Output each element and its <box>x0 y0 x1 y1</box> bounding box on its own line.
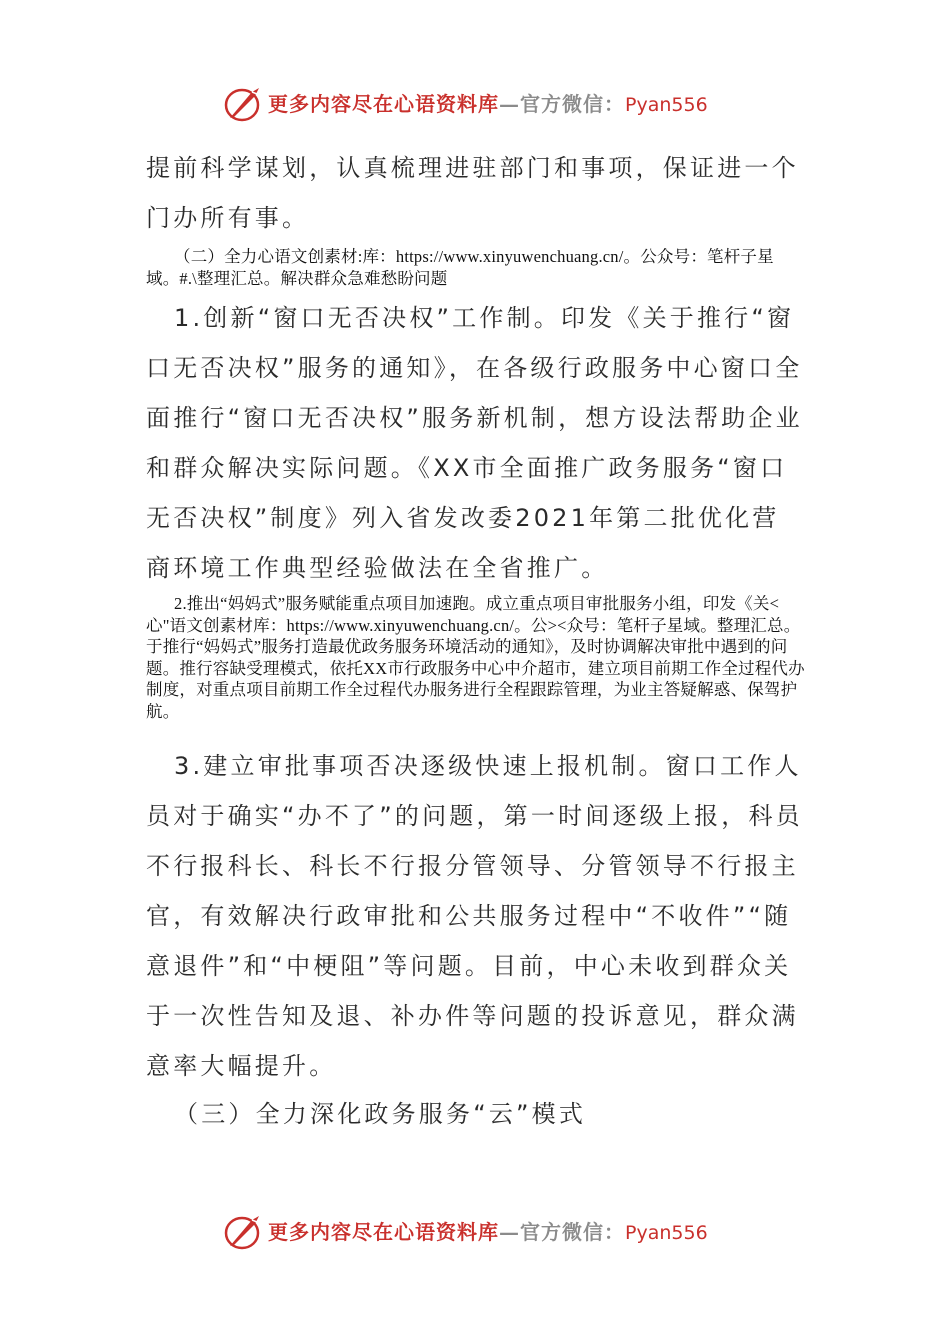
banner-label: 官方微信： <box>520 92 625 116</box>
banner-lead: 更多内容尽在心语资料库 <box>268 1220 499 1244</box>
banner-wechat-id: Pyan556 <box>625 94 708 116</box>
banner-text <box>268 1216 708 1245</box>
section-heading-3: （三）全力深化政务服务“云”模式 <box>174 1100 587 1128</box>
banner-lead: 更多内容尽在心语资料库 <box>268 92 499 116</box>
banner-text <box>268 88 708 117</box>
banner-label: 官方微信： <box>520 1220 625 1244</box>
page-header <box>0 80 950 130</box>
section-heading-2: （二）全力心语文创素材:库：https://www.xinyuwenchuang.cn/。公众号：笔杆子星域。#.\整理汇总。解决群众急难愁盼问题 <box>146 247 774 288</box>
paragraph-item-1: 1.创新“窗口无否决权”工作制。印发《关于推行“窗口无否决权”服务的通知》，在各级行政服务中心窗口全面推行“窗口无否决权”服务新机制，想方设法帮助企业和群众解决实际问题。《XX市全面推广政务服务“窗口无否决权”制度》列入省发改委2021年第二批优化营商环境工作典型经验做法在全省推广。 <box>146 304 803 582</box>
banner-separator: — <box>499 92 520 116</box>
banner-wechat-id: Pyan556 <box>625 1222 708 1244</box>
paragraph-continued: 提前科学谋划，认真梳理进驻部门和事项，保证进一个门办所有事。 <box>146 154 799 232</box>
quill-logo-icon <box>222 84 266 124</box>
quill-logo-icon <box>222 1212 266 1252</box>
page-footer <box>0 1208 950 1258</box>
paragraph-item-2: 2.推出“妈妈式”服务赋能重点项目加速跑。成立重点项目审批服务小组，印发《关<心"语文创素材库：https://www.xinyuwenchuang.cn/。公><众号：笔杆子星域。整理汇总。于推行“妈妈式”服务打造最优政务服务环境活动的通知》，及时协调解决审批中遇到的问题。推行容缺受理模式，依托XX市行政服务中心中介超市，建立项目前期工作全过程代办制度，对重点项目前期工作全过程代办服务进行全程跟踪管理，为业主答疑解惑、保驾护航。 <box>146 594 805 721</box>
paragraph-item-3: 3.建立审批事项否决逐级快速上报机制。窗口工作人员对于确实“办不了”的问题，第一时间逐级上报，科员不行报科长、科长不行报分管领导、分管领导不行报主官，有效解决行政审批和公共服务过程中“不收件”“随意退件”和“中梗阻”等问题。目前，中心未收到群众关于一次性告知及退、补办件等问题的投诉意见，群众满意率大幅提升。 <box>146 752 803 1080</box>
banner-separator: — <box>499 1220 520 1244</box>
